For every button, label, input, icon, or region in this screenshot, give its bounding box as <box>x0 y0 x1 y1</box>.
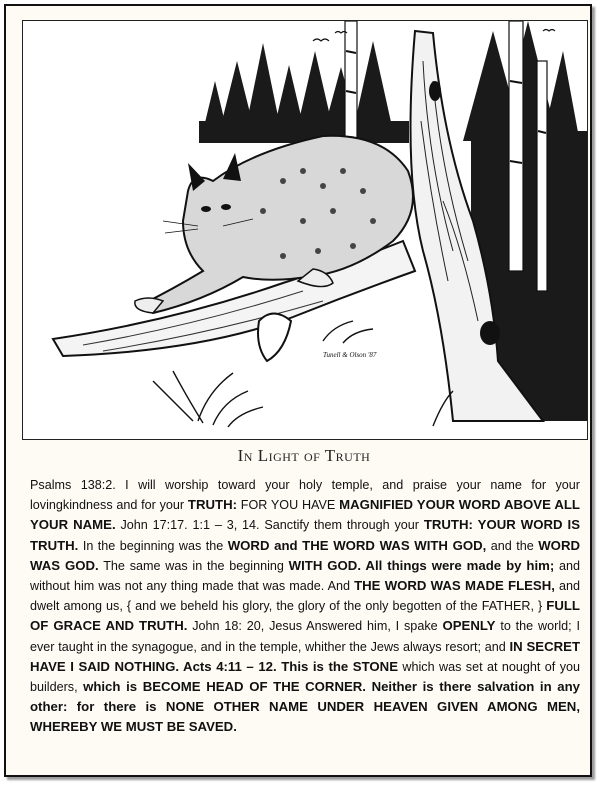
scripture-span: and without him was not any thing made that was made. And <box>30 558 581 594</box>
scripture-emphasis: MAGNIFIED YOUR WORD ABOVE ALL YOUR NAME. <box>30 497 580 533</box>
scripture-span: In the beginning was the <box>78 538 228 553</box>
scripture-span: Psalms 138:2. I will worship toward your holy temple, and praise your name for your lovingkindness and for your <box>30 478 580 513</box>
page-title: In Light of Truth <box>237 446 371 465</box>
page-frame <box>4 4 592 777</box>
scripture-emphasis: WORD WAS GOD. <box>30 537 580 573</box>
scripture-span: which was set at nought of you builders, <box>30 659 581 695</box>
bobcat-drawing <box>23 21 587 439</box>
scripture-span: FOR YOU HAVE <box>236 498 340 513</box>
scripture-emphasis: WORD and THE WORD WAS WITH GOD, <box>227 537 487 553</box>
artist-signature: Tunell & Olson '87 <box>323 351 377 359</box>
bobcat-illustration <box>22 20 588 440</box>
scripture-emphasis: OPENLY <box>442 618 496 634</box>
scripture-emphasis: WITH GOD. All things were made by him; <box>288 557 555 573</box>
scripture-emphasis: FULL OF GRACE AND TRUTH. <box>30 598 580 634</box>
scripture-emphasis: THE WORD WAS MADE FLESH, <box>354 578 555 594</box>
scripture-span: John 17:17. 1:1 – 3, 14. Sanctify them through your <box>115 518 424 533</box>
scripture-emphasis: which is BECOME HEAD OF THE CORNER. Neither is there salvation in any other: for there is NONE OTHER NAME UNDER HEAVEN GIVEN AMONG MEN, WHEREBY WE MUST BE SAVED. <box>30 679 581 735</box>
scripture-emphasis: TRUTH: YOUR WORD IS TRUTH. <box>30 517 581 553</box>
scripture-span: and dwelt among us, { and we beheld his glory, the glory of the only begotten of the FATHER, } <box>30 579 581 614</box>
scripture-span: and the <box>486 538 539 553</box>
scripture-span: to the world; I ever taught in the synagogue, and in the temple, whither the Jews always resort; and <box>30 619 580 654</box>
scripture-emphasis: TRUTH: <box>187 497 237 513</box>
scripture-text <box>30 476 580 738</box>
scripture-span: John 18: 20, Jesus Answered him, I spake <box>187 619 443 634</box>
scripture-span: The same was in the beginning <box>98 558 289 573</box>
scripture-emphasis: IN SECRET HAVE I SAID NOTHING. Acts 4:11 – 12. This is the STONE <box>30 638 581 674</box>
